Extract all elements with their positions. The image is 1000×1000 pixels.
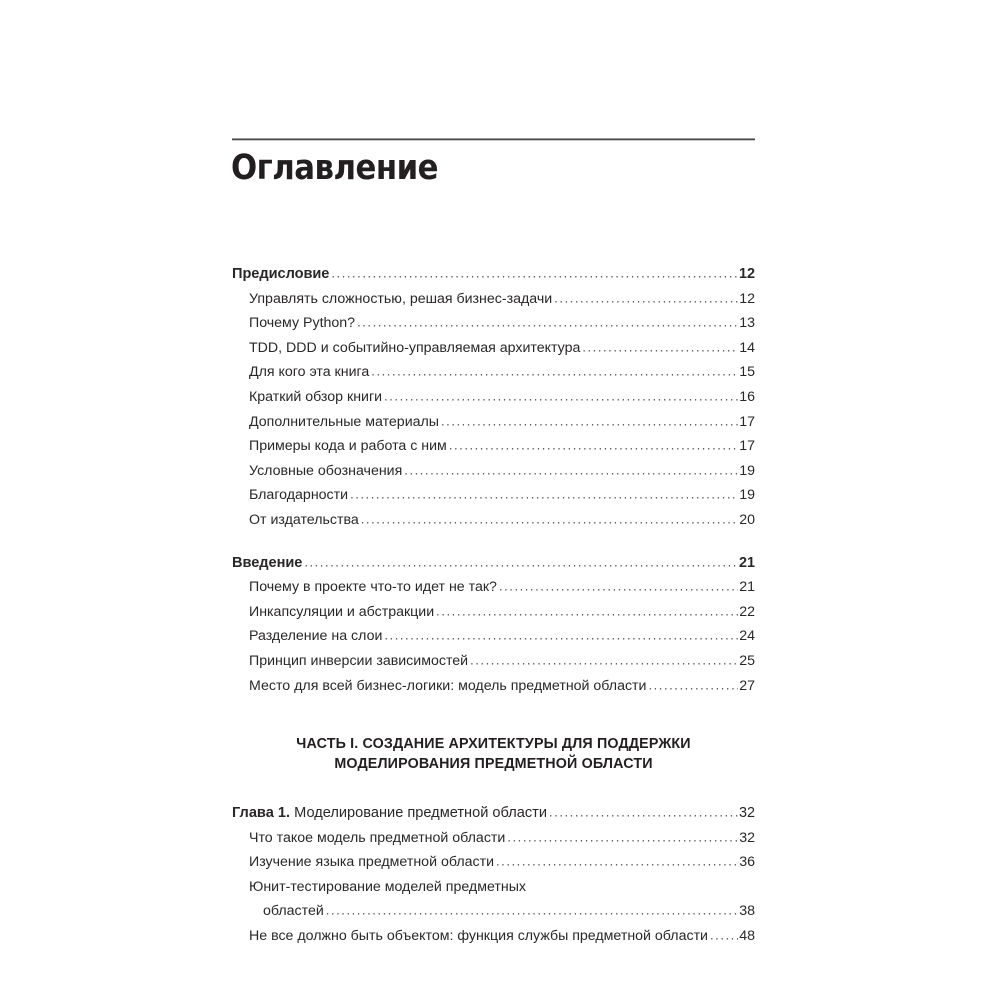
toc-page-number: 17 [739,438,755,455]
dot-leader [357,311,738,336]
dot-leader [470,648,738,673]
toc-entry-label: Не все должно быть объектом: функция службы предметной области [249,928,708,945]
toc-entry[interactable] [249,674,755,699]
part-heading [232,734,755,774]
toc-page-number: 48 [739,928,755,945]
toc-entry-label: Краткий обзор книги [249,388,383,405]
toc-page-number: 32 [739,829,755,846]
toc-spacer [232,774,755,801]
chapter-number-label: Глава 1. [232,805,291,822]
dot-leader [326,899,738,924]
toc-page-number: 12 [739,290,755,307]
toc-page-number: 32 [738,805,755,822]
toc-entry[interactable] [249,360,755,385]
toc-entry-label: Изучение языка предметной области [249,854,495,871]
dot-leader [496,850,738,875]
dot-leader [507,825,738,850]
toc-entry-label: Для кого эта книга [249,364,370,381]
toc-section-entry[interactable] [232,262,755,287]
toc-page-number: 38 [739,903,755,920]
toc-entry-label: Дополнительные материалы [249,413,439,430]
toc-entry-label: Что такое модель предметной области [249,829,506,846]
toc-entry[interactable] [249,483,755,508]
toc-entry-label: Благодарности [249,487,349,504]
toc-entry[interactable] [249,850,755,875]
toc-entry[interactable] [249,875,755,924]
dot-leader [304,550,738,575]
title-divider-rule [232,138,755,141]
toc-entry[interactable] [249,410,755,435]
toc-page-number: 17 [739,413,755,430]
toc-entry-label-text: областей [263,903,324,920]
dot-leader [404,458,738,483]
dot-leader [648,673,738,698]
toc-page-number: 22 [739,603,755,620]
toc-section-entry[interactable] [232,551,755,576]
part-heading-line: ЧАСТЬ I. СОЗДАНИЕ АРХИТЕКТУРЫ ДЛЯ ПОДДЕРЖКИ [296,736,691,753]
toc-entry[interactable] [249,508,755,533]
dot-leader [441,409,738,434]
toc-chapter-entry[interactable] [232,801,755,826]
toc-entry-label: Условные обозначения [249,462,403,479]
toc-page-number: 14 [739,339,755,356]
toc-entry-label-continued [249,899,755,924]
page-title: Оглавление [231,148,439,188]
toc-entry[interactable] [249,311,755,336]
dot-leader [436,599,738,624]
toc-page-number: 21 [738,554,755,571]
dot-leader [331,262,738,287]
toc-spacer [232,533,755,551]
toc-page-number: 20 [739,511,755,528]
toc-page-number: 19 [739,487,755,504]
dot-leader [710,924,738,949]
dot-leader [350,483,738,508]
toc-entry[interactable] [249,385,755,410]
toc-entry[interactable] [249,649,755,674]
toc-entry[interactable] [249,924,755,949]
toc-entry-label: TDD, DDD и событийно-управляемая архитектура [249,339,581,356]
toc-page-number: 24 [739,628,755,645]
dot-leader [361,507,738,532]
toc-entry-label: Принцип инверсии зависимостей [249,652,469,669]
toc-entry-label: Почему в проекте что-то идет не так? [249,579,497,596]
toc-page-number: 15 [739,364,755,381]
toc-spacer [232,698,755,734]
toc-page-number: 36 [739,854,755,871]
toc-entry[interactable] [249,826,755,851]
toc-page-number: 27 [739,677,755,694]
toc-page-number: 25 [739,652,755,669]
toc-entry-label: Место для всей бизнес-логики: модель предметной области [249,677,647,694]
chapter-title-label: Моделирование предметной области [290,805,548,822]
toc-entry[interactable] [249,459,755,484]
dot-leader [384,384,738,409]
dot-leader [582,335,738,360]
toc-entry[interactable] [249,575,755,600]
toc-entry[interactable] [249,287,755,312]
toc-entry[interactable] [249,624,755,649]
toc-entry-label: Юнит-тестирование моделей предметных [249,878,526,895]
dot-leader [549,801,738,826]
toc-entry-list [232,262,755,949]
dot-leader [554,286,738,311]
dot-leader [499,575,738,600]
dot-leader [384,624,738,649]
toc-entry-label: Разделение на слои [249,628,383,645]
toc-page-number: 19 [739,462,755,479]
dot-leader [371,360,738,385]
toc-entry-label: Примеры кода и работа с ним [249,438,447,455]
toc-entry-label: Почему Python? [249,315,356,332]
toc-page-number: 16 [739,388,755,405]
toc-entry-label: Введение [232,554,303,571]
toc-entry-label: От издательства [249,511,359,528]
toc-entry[interactable] [249,336,755,361]
toc-entry-label: Инкапсуляции и абстракции [249,603,435,620]
toc-page-number: 12 [738,266,755,282]
toc-page-number: 13 [739,315,755,332]
toc-entry-label: Предисловие [232,266,330,282]
dot-leader [449,434,738,459]
toc-entry-label: Управлять сложностью, решая бизнес-задачи [249,290,553,307]
toc-entry[interactable] [249,434,755,459]
toc-entry[interactable] [249,600,755,625]
part-heading-line: МОДЕЛИРОВАНИЯ ПРЕДМЕТНОЙ ОБЛАСТИ [334,756,653,773]
toc-entry-label [232,801,547,826]
toc-page-number: 21 [739,579,755,596]
